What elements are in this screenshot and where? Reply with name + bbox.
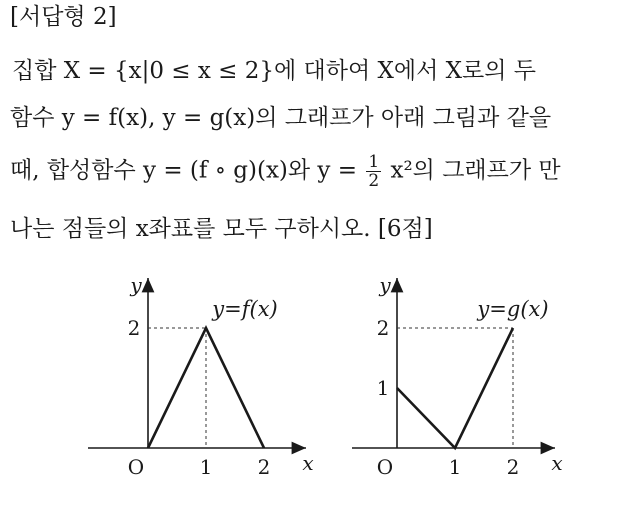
x-axis-label: x xyxy=(551,451,563,475)
function-line xyxy=(397,328,513,448)
fraction-numerator: 1 xyxy=(368,152,380,172)
y-tick-label: 2 xyxy=(376,316,390,340)
fraction-one-half xyxy=(366,153,381,190)
problem-line-3 xyxy=(10,153,561,190)
x-tick-label: 1 xyxy=(448,455,462,479)
problem-line-2: 함수 y = f(x), y = g(x)의 그래프가 아래 그림과 같을 xyxy=(10,105,552,131)
problem-header: [서답형 2] xyxy=(10,4,117,30)
graph-title: y=g(x) xyxy=(477,297,549,321)
y-tick-label: 1 xyxy=(376,376,390,400)
x-axis-label: x xyxy=(302,451,314,475)
origin-label: O xyxy=(376,455,394,479)
problem-line-1: 집합 X = {x|0 ≤ x ≤ 2}에 대하여 X에서 X로의 두 xyxy=(12,58,536,84)
line-3-text-after: x²의 그래프가 만 xyxy=(390,157,561,184)
y-tick-label: 2 xyxy=(127,316,141,340)
line-3-text-before: 때, 합성함수 y = (f ∘ g)(x)와 y = xyxy=(10,157,358,184)
fraction-denominator: 2 xyxy=(368,171,380,191)
origin-label: O xyxy=(127,455,145,479)
y-axis-label: y xyxy=(379,273,391,297)
y-axis-label: y xyxy=(130,273,142,297)
graph-g xyxy=(350,270,590,510)
problem-line-4: 나는 점들의 x좌표를 모두 구하시오. [6점] xyxy=(10,216,433,242)
graph-f xyxy=(70,270,390,510)
x-tick-label: 2 xyxy=(257,455,271,479)
x-tick-label: 1 xyxy=(199,455,213,479)
graph-title: y=f(x) xyxy=(212,297,278,321)
x-tick-label: 2 xyxy=(506,455,520,479)
